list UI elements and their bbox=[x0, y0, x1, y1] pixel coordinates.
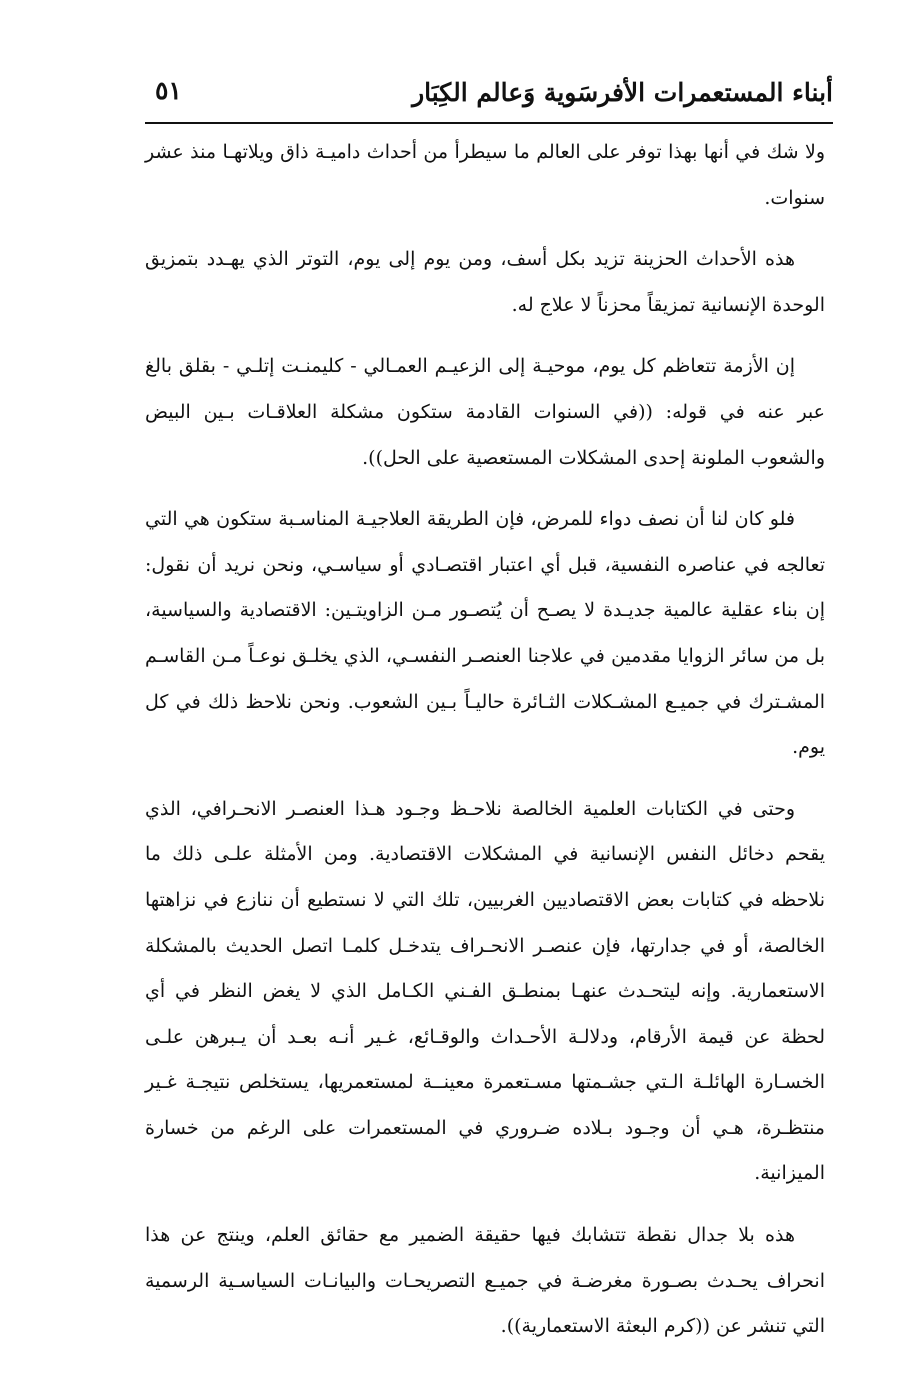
running-header bbox=[145, 74, 833, 118]
page-number: ٥١ bbox=[155, 76, 182, 105]
paragraph: وحتى في الكتابات العلمية الخالصة نلاحـظ وجـود هـذا العنصـر الانحـرافي، الذي يقحم دخائل النفس الإنسانية في المشكلات الاقتصادية. ومن الأمثلة علـى ذلك ما نلاحظه في كتابات بعض الاقتصاديين الغربيين، تلك التي لا نستطيع أن ننازع في نزاهتها الخالصة، أو في جدارتها، فإن عنصـر الانحـراف يتدخـل كلمـا اتصل الحديث بالمشكلة الاستعمارية. وإنه ليتحـدث عنهـا بمنطـق الفـني الكـامل الذي لا يغض النظر في أي لحظة عن قيمة الأرقام، ودلالـة الأحـداث والوقـائع، غـير أنـه بعـد أن يـبرهن علـى الخسـارة الهائلـة الـتي جشـمتها مسـتعمرة معينــة لمستعمريها، يستخلص نتيجـة غـير منتظـرة، هـي أن وجـود بـلاده ضـروري في المستعمرات على الرغم من خسارة الميزانية. bbox=[145, 797, 825, 1185]
running-header-title: أبناء المستعمرات الأفرسَوية وَعالم الكِبَار bbox=[412, 78, 833, 107]
paragraph: فلو كان لنا أن نصف دواء للمرض، فإن الطريقة العلاجيـة المناسـبة ستكون هي التي تعالجه في عناصره النفسية، قبل أي اعتبار اقتصـادي أو سياسـي، ونحن نريد أن نقول: إن بناء عقلية عالمية جديـدة لا يصـح أن يُتصـور مـن الزاويتـين: الاقتصادية والسياسية، بل من سائر الزوايا مقدمين في علاجنا العنصـر النفسـي، الذي يخلـق نوعـاً مـن القاسـم المشـترك في جميـع المشـكلات الثـائرة حاليـاً بـين الشعوب. ونحن نلاحظ ذلك في كل يوم. bbox=[145, 508, 825, 759]
body-text bbox=[145, 130, 825, 1366]
paragraph: هذه بلا جدال نقطة تتشابك فيها حقيقة الضمير مع حقائق العلم، وينتج عن هذا انحراف يحـدث بصـورة مغرضـة في جميـع التصريحـات والبيانـات السياسـية الرسمية التي تنشر عن ((كرم البعثة الاستعمارية)). bbox=[145, 1224, 825, 1338]
paragraph: هذه الأحداث الحزينة تزيد بكل أسف، ومن يوم إلى يوم، التوتر الذي يهـدد بتمزيق الوحدة الإنسانية تمزيقاً محزناً لا علاج له. bbox=[145, 248, 825, 316]
paragraph: إن الأزمة تتعاظم كل يوم، موحيـة إلى الزعيـم العمـالي - كليمنـت إتلـي - بقلق بالغ عبر عنه في قوله: ((في السنوات القادمة ستكون مشكلة العلاقـات بـين البيض والشعوب الملونة إحدى المشكلات المستعصية على الحل)). bbox=[145, 355, 825, 469]
paragraph: ولا شك في أنها بهذا توفر على العالم ما سيطرأ من أحداث داميـة ذاق ويلاتهـا منذ عشر سنوات. bbox=[145, 141, 825, 209]
header-divider bbox=[145, 122, 833, 124]
